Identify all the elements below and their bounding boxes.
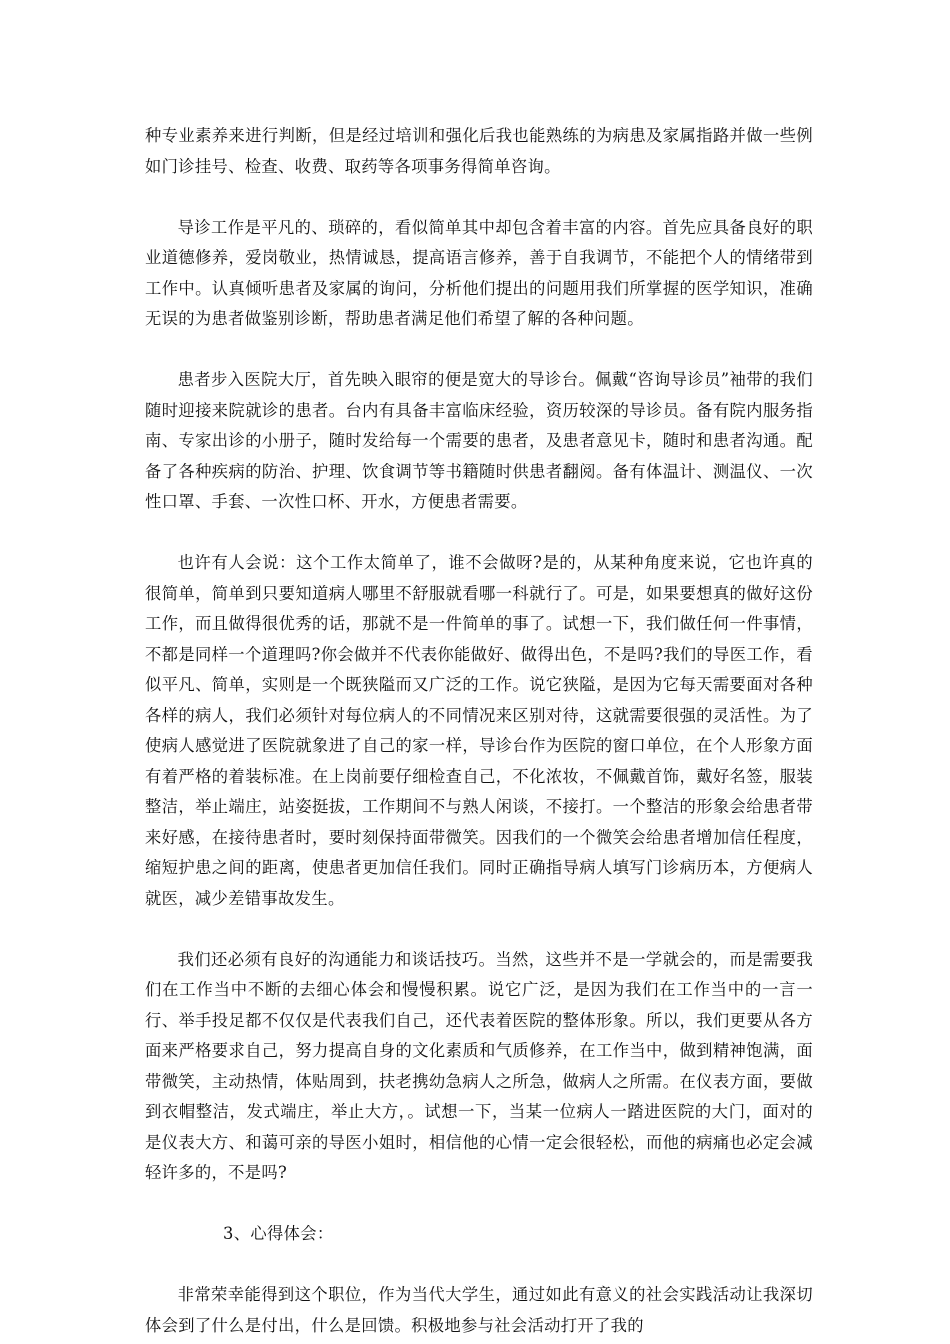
- document-body: [145, 121, 813, 1341]
- paragraph-communication: 我们还必须有良好的沟通能力和谈话技巧。当然，这些并不是一学就会的，而是需要我们在工作当中不断的去细心体会和慢慢积累。说它广泛，是因为我们在工作当中的一言一行、举手投足都不仅仅是代表我们自己，还代表着医院的整体形象。所以，我们更要从各方面来严格要求自己，努力提高自身的文化素质和气质修养，在工作当中，做到精神饱满，面带微笑，主动热情，体贴周到，扶老携幼急病人之所急，做病人之所需。在仪表方面，要做到衣帽整洁，发式端庄，举止大方，。试想一下，当某一位病人一踏进医院的大门，面对的是仪表大方、和蔼可亲的导医小姐时，相信他的心情一定会很轻松，而他的病痛也必定会减轻许多的，不是吗?: [145, 949, 813, 1182]
- section-heading: 3、心得体会：: [223, 1224, 334, 1243]
- paragraph-guide-work: 导诊工作是平凡的、琐碎的，看似简单其中却包含着丰富的内容。首先应具备良好的职业道德修养，爱岗敬业，热情诚恳，提高语言修养，善于自我调节，不能把个人的情绪带到工作中。认真倾听患者及家属的询问，分析他们提出的问题用我们所掌握的医学知识，准确无误的为患者做鉴别诊断，帮助患者满足他们希望了解的各种问题。: [145, 217, 813, 328]
- paragraph-reflection: 非常荣幸能得到这个职位，作为当代大学生，通过如此有意义的社会实践活动让我深切体会到了什么是付出，什么是回馈。积极地参与社会活动打开了我的: [145, 1285, 813, 1335]
- paragraph-continued: 种专业素养来进行判断，但是经过培训和强化后我也能熟练的为病患及家属指路并做一些例如门诊挂号、检查、收费、取药等各项事务得简单咨询。: [145, 126, 813, 176]
- paragraph-simple-work: 也许有人会说：这个工作太简单了，谁不会做呀?是的，从某种角度来说，它也许真的很简单，简单到只要知道病人哪里不舒服就看哪一科就行了。可是，如果要想真的做好这份工作，而且做得很优秀的话，那就不是一件简单的事了。试想一下，我们做任何一件事情，不都是同样一个道理吗?你会做并不代表你能做好、做得出色，不是吗?我们的导医工作，看似平凡、简单，实则是一个既狭隘而又广泛的工作。说它狭隘，是因为它每天需要面对各种各样的病人，我们必须针对每位病人的不同情况来区别对待，这就需要很强的灵活性。为了使病人感觉进了医院就象进了自己的家一样，导诊台作为医院的窗口单位，在个人形象方面有着严格的着装标准。在上岗前要仔细检查自己，不化浓妆，不佩戴首饰，戴好名签，服装整洁，举止端庄，站姿挺拔，工作期间不与熟人闲谈，不接打。一个整洁的形象会给患者带来好感，在接待患者时，要时刻保持面带微笑。因我们的一个微笑会给患者增加信任程度，缩短护患之间的距离，使患者更加信任我们。同时正确指导病人填写门诊病历本，方便病人就医，减少差错事故发生。: [145, 553, 813, 908]
- paragraph-guide-desk: 患者步入医院大厅，首先映入眼帘的便是宽大的导诊台。佩戴“咨询导诊员”袖带的我们随时迎接来院就诊的患者。台内有具备丰富临床经验，资历较深的导诊员。备有院内服务指南、专家出诊的小册子，随时发给每一个需要的患者，及患者意见卡，随时和患者沟通。配备了各种疾病的防治、护理、饮食调节等书籍随时供患者翻阅。备有体温计、测温仪、一次性口罩、手套、一次性口杯、开水，方便患者需要。: [145, 370, 813, 511]
